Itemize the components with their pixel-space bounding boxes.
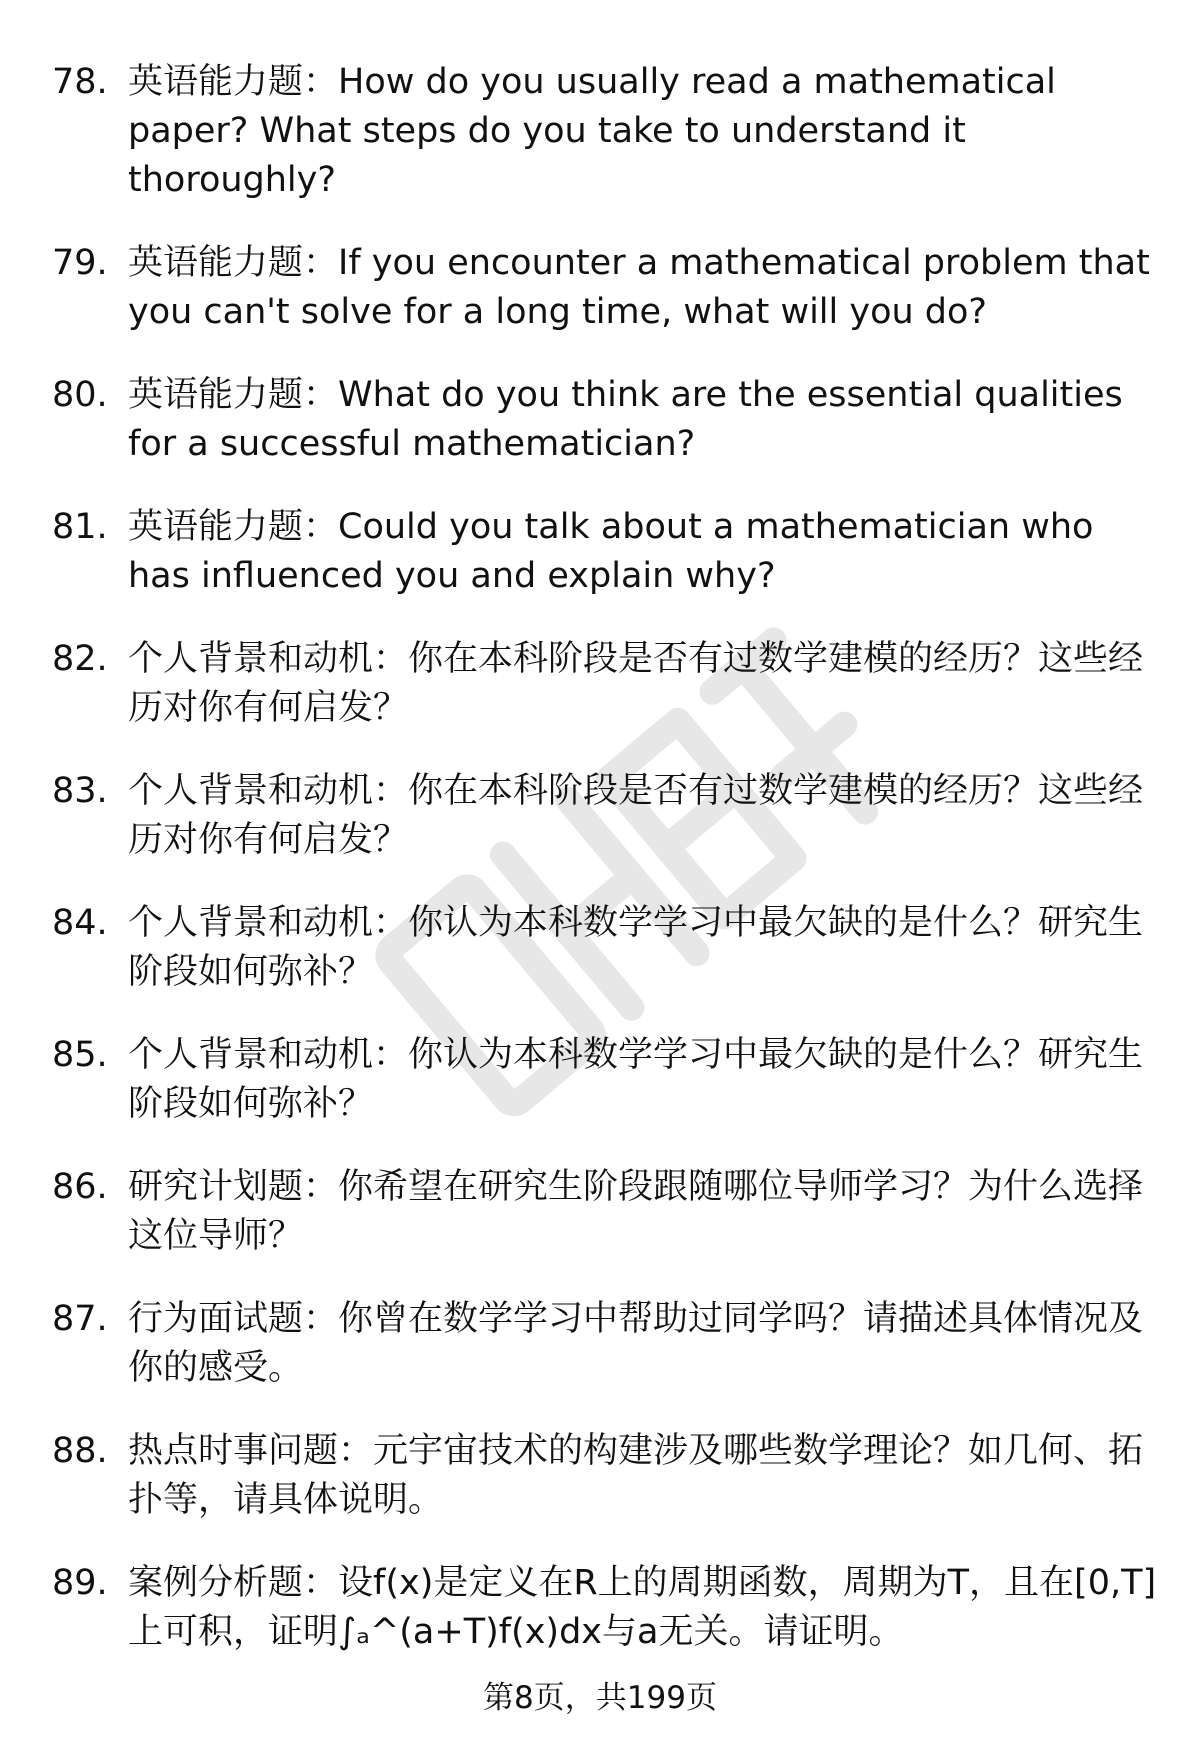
list-item (52, 767, 1162, 865)
list-item (52, 1559, 1162, 1657)
question-number: 80. (52, 375, 108, 415)
question-text: 英语能力题：What do you think are the essential qualities for a successful mathematician? (128, 375, 1123, 464)
list-item (52, 635, 1162, 733)
question-number: 78. (52, 62, 108, 102)
question-number: 82. (52, 639, 108, 679)
list-item (52, 1427, 1162, 1525)
question-number: 85. (52, 1035, 108, 1075)
question-number: 87. (52, 1299, 108, 1339)
question-number: 81. (52, 507, 108, 547)
question-text: 个人背景和动机：你在本科阶段是否有过数学建模的经历？这些经历对你有何启发？ (128, 771, 1144, 860)
page-number-label: 第8页，共199页 (483, 1680, 717, 1716)
question-text: 研究计划题：你希望在研究生阶段跟随哪位导师学习？为什么选择这位导师？ (128, 1167, 1144, 1256)
question-text: 案例分析题：设f(x)是定义在R上的周期函数，周期为T，且在[0,T]上可积，证明∫ₐ^(a+T)f(x)dx与a无关。请证明。 (128, 1563, 1157, 1652)
question-text: 热点时事问题：元宇宙技术的构建涉及哪些数学理论？如几何、拓扑等，请具体说明。 (128, 1431, 1144, 1520)
list-item (52, 1031, 1162, 1129)
list-item (52, 1163, 1162, 1261)
list-item (52, 239, 1162, 337)
list-item (52, 503, 1162, 601)
question-text: 个人背景和动机：你认为本科数学学习中最欠缺的是什么？研究生阶段如何弥补？ (128, 903, 1144, 992)
list-item (52, 899, 1162, 997)
list-item (52, 58, 1162, 205)
question-text: 个人背景和动机：你在本科阶段是否有过数学建模的经历？这些经历对你有何启发？ (128, 639, 1144, 728)
question-number: 79. (52, 243, 108, 283)
page-footer (0, 1678, 1200, 1718)
question-text: 英语能力题：How do you usually read a mathematical paper? What steps do you take to understand it thoroughly? (128, 62, 1056, 200)
question-text: 行为面试题：你曾在数学学习中帮助过同学吗？请描述具体情况及你的感受。 (128, 1299, 1144, 1388)
question-text: 英语能力题：Could you talk about a mathematician who has influenced you and explain why? (128, 507, 1094, 596)
question-number: 83. (52, 771, 108, 811)
question-number: 86. (52, 1167, 108, 1207)
question-text: 英语能力题：If you encounter a mathematical problem that you can't solve for a long time, what will you do? (128, 243, 1150, 332)
list-item (52, 1295, 1162, 1393)
question-number: 84. (52, 903, 108, 943)
list-item (52, 371, 1162, 469)
question-list (52, 58, 1162, 1691)
question-text: 个人背景和动机：你认为本科数学学习中最欠缺的是什么？研究生阶段如何弥补？ (128, 1035, 1144, 1124)
question-number: 89. (52, 1563, 108, 1603)
question-number: 88. (52, 1431, 108, 1471)
